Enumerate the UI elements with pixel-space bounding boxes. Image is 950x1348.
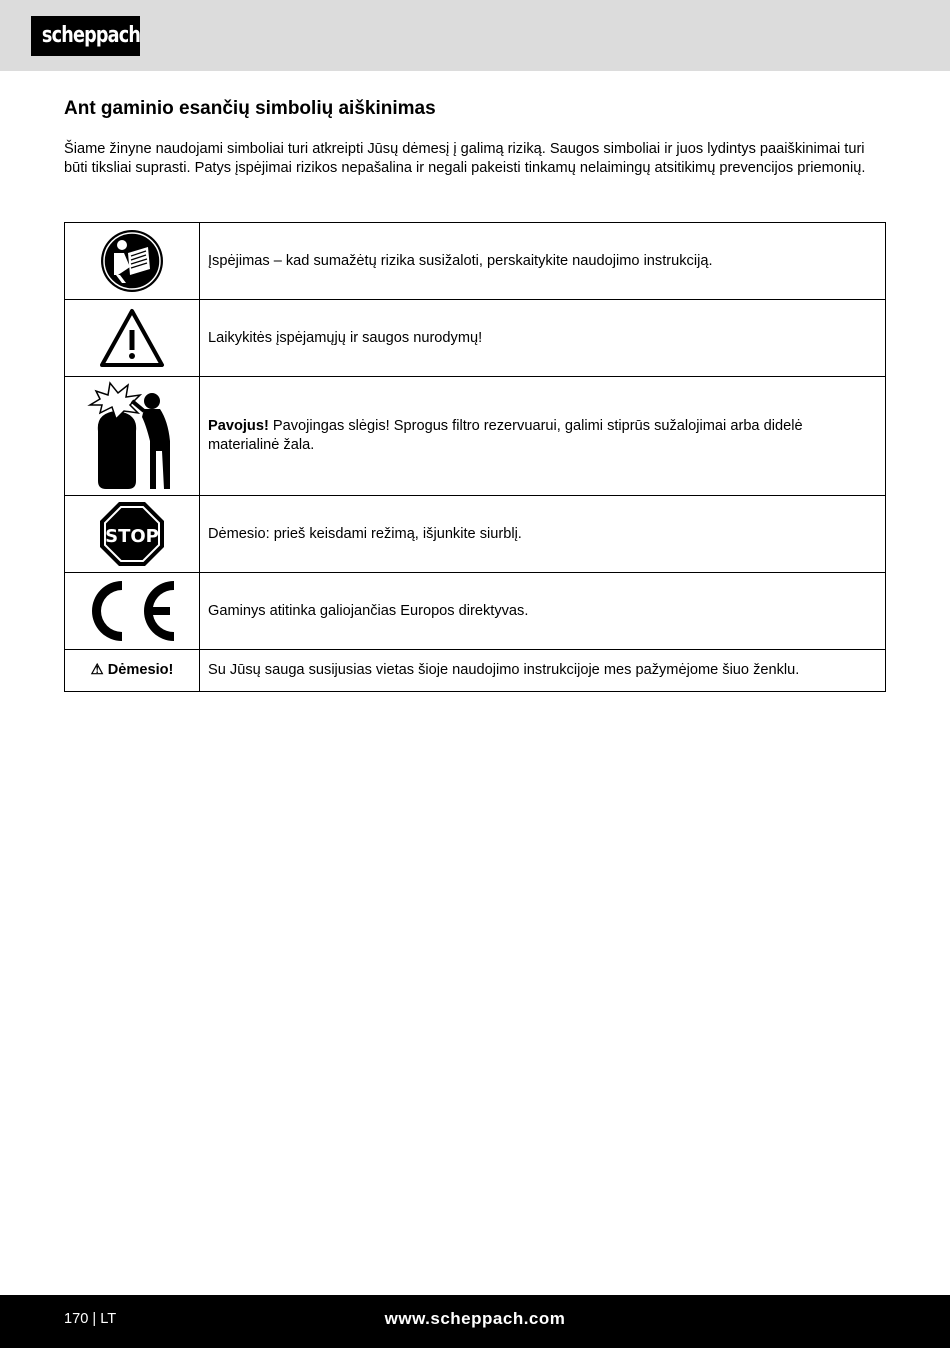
stop-sign-icon [99, 501, 165, 567]
logo-text: scheppach [41, 23, 141, 48]
pressure-explosion-icon [86, 381, 178, 491]
header-bar [0, 0, 950, 71]
table-row [65, 223, 886, 300]
scheppach-logo [31, 16, 140, 56]
danger-label: Pavojus! [208, 418, 269, 434]
table-row [65, 300, 886, 377]
symbol-cell [65, 496, 200, 573]
symbol-cell [65, 573, 200, 650]
symbol-description: Gaminys atitinka galiojančias Europos direktyvas. [200, 573, 886, 650]
symbol-cell [65, 223, 200, 300]
symbol-description: Laikykitės įspėjamųjų ir saugos nurodymų! [200, 300, 886, 377]
table-row [65, 377, 886, 496]
stop-label: STOP [105, 526, 159, 547]
symbol-description: Įspėjimas – kad sumažėtų rizika susižaloti, perskaitykite naudojimo instrukciją. [200, 223, 886, 300]
footer-bar [0, 1295, 950, 1348]
symbol-description: Su Jūsų sauga susijusias vietas šioje naudojimo instrukcijoje mes pažymėjome šiuo ženklu. [200, 650, 886, 692]
warning-triangle-icon [99, 308, 165, 368]
table-row [65, 650, 886, 692]
page-title: Ant gaminio esančių simbolių aiškinimas [64, 98, 436, 119]
table-row [65, 573, 886, 650]
danger-text: Pavojingas slėgis! Sprogus filtro rezervuarui, galimi stiprūs sužalojimai arba didelė materialinė žala. [208, 418, 803, 453]
symbol-cell [65, 300, 200, 377]
table-row [65, 496, 886, 573]
intro-paragraph: Šiame žinyne naudojami simboliai turi atkreipti Jūsų dėmesį į galimą riziką. Saugos simboliai ir juos lydintys paaiškinimai turi būti tiksliai suprasti. Patys įspėjimai rizikos nepašalina ir negali pakeisti tinkamų nelaimingų atsitikimų prevencijos priemonių. [64, 141, 866, 176]
symbol-cell [65, 377, 200, 496]
symbol-description: Dėmesio: prieš keisdami režimą, išjunkite siurblį. [200, 496, 886, 573]
symbol-description [200, 377, 886, 496]
page-number: 170 | LT [64, 1311, 117, 1327]
caution-label: ⚠ Dėmesio! [65, 650, 200, 692]
website-link[interactable]: www.scheppach.com [384, 1309, 566, 1328]
read-manual-icon [100, 229, 164, 293]
ce-mark-icon [86, 578, 178, 644]
symbols-table [64, 222, 886, 692]
